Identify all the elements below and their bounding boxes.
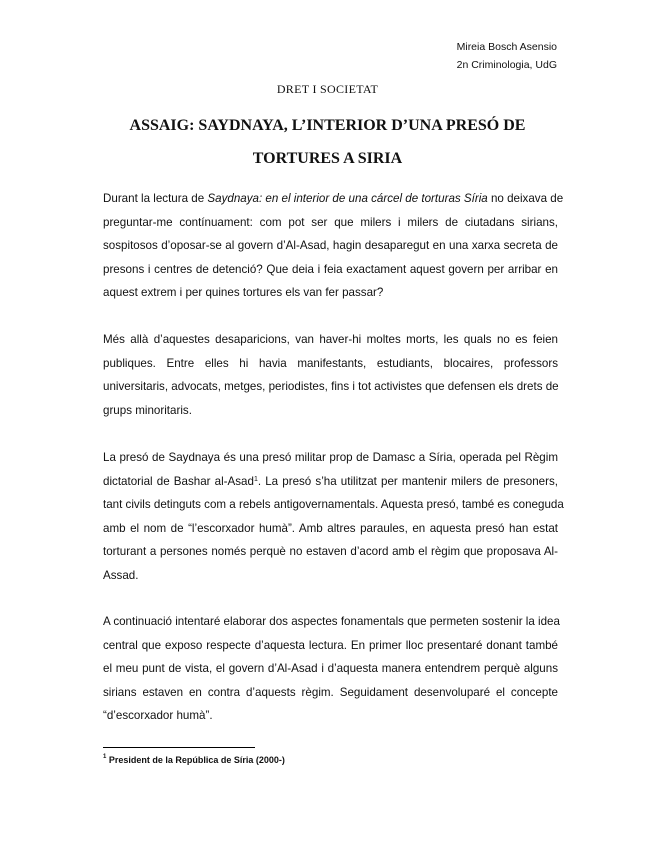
- paragraph-4: [103, 610, 558, 728]
- paragraph-line: central que exposo respecte d’aquesta lectura. En primer lloc presentaré donant també: [103, 638, 558, 652]
- paragraph-line: el meu punt de vista, el govern d’Al-Asad i d’aquesta manera entendrem perquè alguns: [103, 662, 558, 676]
- paragraph-line: “d’escorxador humà”.: [103, 709, 213, 723]
- paragraph-line: aquest extrem i per quines tortures els van fer passar?: [103, 286, 384, 300]
- paragraph-line: sirians estaven en contra d’aquests règim. Seguidament desenvoluparé el concepte: [103, 685, 558, 699]
- paragraph-3: [103, 446, 564, 588]
- paragraph-line: amb el nom de “l’escorxador humà”. Amb altres paraules, en aquesta presó han estat: [103, 521, 558, 535]
- paragraph-line: sospitosos d’oposar-se al govern d’Al-Asad, hagin desaparegut en una xarxa secreta de: [103, 239, 558, 253]
- paragraph-line: La presó de Saydnaya és una presó militar prop de Damasc a Síria, operada pel Règim: [103, 451, 558, 464]
- paragraph-line: preguntar-me contínuament: com pot ser que milers i milers de ciutadans sirians,: [103, 215, 558, 229]
- paragraph-line: A continuació intentaré elaborar dos aspectes fonamentals que permeten sostenir la idea: [103, 615, 560, 628]
- paragraph-line: tant civils detinguts com a rebels antigovernamentals. Aquesta presó, també es coneguda: [103, 498, 564, 512]
- paragraph-line: grups minoritaris.: [103, 403, 192, 417]
- course-info: 2n Criminologia, UdG: [456, 59, 557, 71]
- footnote-divider: [103, 747, 255, 748]
- footnote-text: President de la República de Síria (2000-): [106, 755, 285, 765]
- footnote: [103, 755, 285, 765]
- essay-title-line-2: TORTURES A SIRIA: [252, 150, 403, 167]
- paragraph-line: dictatorial de Bashar al-Asad$^1$. La presó s’ha utilitzat per mantenir milers de presoners,: [103, 474, 558, 488]
- paragraph-1: [103, 187, 564, 305]
- essay-title-line-1: ASSAIG: SAYDNAYA, L’INTERIOR D’UNA PRESÓ DE: [129, 117, 526, 134]
- paragraph-2: [103, 328, 558, 422]
- paragraph-line: presons i centres de detenció? Que deia i feia exactament aquest govern per arribar en: [103, 262, 558, 276]
- paragraph-line: Assad.: [103, 568, 139, 582]
- paragraph-line: Durant la lectura de Saydnaya: en el interior de una cárcel de torturas Síria no deixava de: [103, 192, 564, 205]
- book-title: Saydnaya: en el interior de una cárcel de torturas Síria: [207, 192, 488, 205]
- footnote-reference[interactable]: 1: [253, 475, 258, 483]
- subject-heading: DRET I SOCIETAT: [276, 82, 379, 96]
- paragraph-line: Més allà d’aquestes desaparicions, van haver-hi moltes morts, les quals no es feien: [103, 333, 558, 346]
- paragraph-line: torturant a persones només perquè no estaven d’acord amb el règim que proposava Al-: [103, 545, 558, 559]
- footnote-marker: 1: [103, 754, 107, 760]
- author-name: Mireia Bosch Asensio: [456, 41, 557, 53]
- paragraph-line: universitaris, advocats, metges, periodistes, fins i tot activistes que defensen els drets de: [103, 380, 559, 394]
- paragraph-line: publiques. Entre elles hi havia manifestants, estudiants, blocaires, professors: [103, 356, 558, 370]
